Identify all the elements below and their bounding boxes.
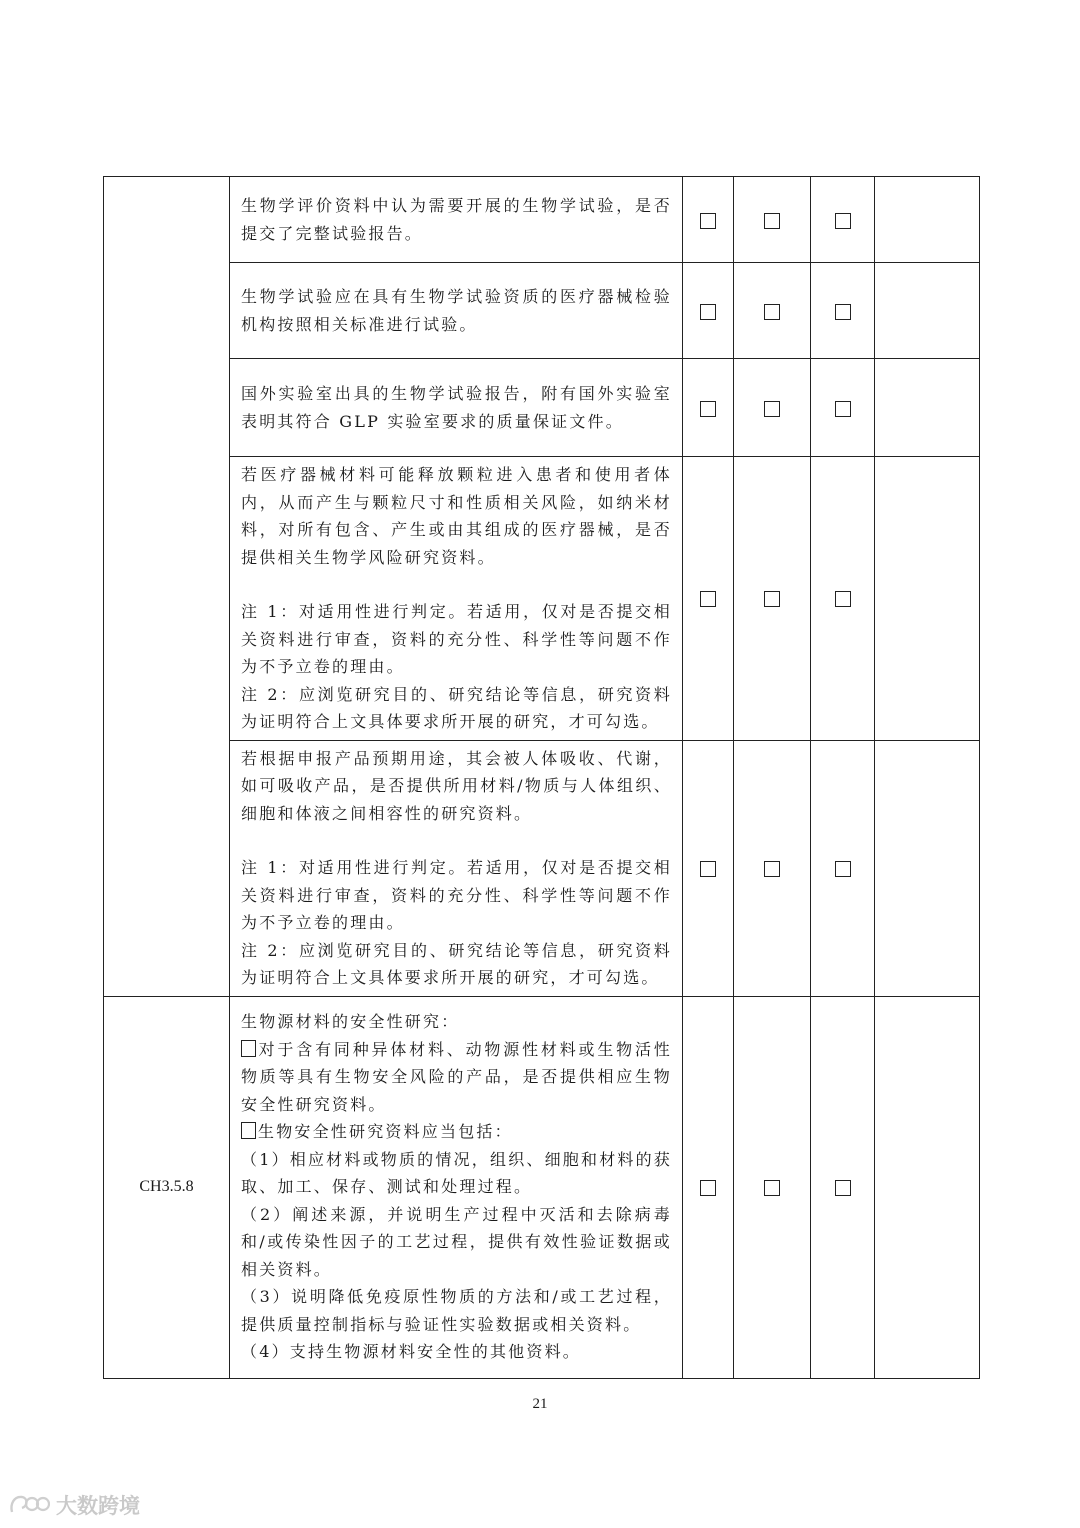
- requirement-cell: [230, 996, 683, 1378]
- watermark-text: 大数跨境: [56, 1494, 140, 1518]
- checkbox-col1[interactable]: [700, 1180, 716, 1196]
- note-1: 注 1：对适用性进行判定。若适用，仅对是否提交相关资料进行审查，资料的充分性、科学性等问题不作为不予立卷的理由。: [241, 858, 672, 932]
- checkbox-col2[interactable]: [764, 591, 780, 607]
- remarks-cell: [875, 359, 980, 457]
- section-heading: 生物源材料的安全性研究：: [241, 1012, 460, 1032]
- checkbox-col1[interactable]: [700, 401, 716, 417]
- checkbox-col2[interactable]: [764, 304, 780, 320]
- list-item: （2）阐述来源，并说明生产过程中灭活和去除病毒和/或传染性因子的工艺过程，提供有效性验证数据或相关资料。: [241, 1204, 672, 1279]
- list-item: （1）相应材料或物质的情况，组织、细胞和材料的获取、加工、保存、测试和处理过程。: [241, 1149, 672, 1197]
- requirement-cell: [230, 359, 683, 457]
- remarks-cell: [875, 177, 980, 263]
- checkbox-col1[interactable]: [700, 304, 716, 320]
- requirement-text: 国外实验室出具的生物学试验报告，附有国外实验室表明其符合 GLP 实验室要求的质量保证文件。: [241, 384, 672, 431]
- requirement-cell: [230, 177, 683, 263]
- checklist-table: [103, 176, 980, 1379]
- note-2: 注 2：应浏览研究目的、研究结论等信息，研究资料为证明符合上文具体要求所开展的研究，才可勾选。: [241, 940, 672, 987]
- requirement-text: 若医疗器械材料可能释放颗粒进入患者和使用者体内，从而产生与颗粒尺寸和性质相关风险，如纳米材料，对所有包含、产生或由其组成的医疗器械，是否提供相关生物学风险研究资料。: [241, 465, 672, 567]
- page-number: 21: [532, 1396, 548, 1412]
- requirement-cell: [230, 457, 683, 741]
- checkbox-col1[interactable]: [700, 213, 716, 229]
- requirement-text: 生物学试验应在具有生物学试验资质的医疗器械检验机构按照相关标准进行试验。: [241, 287, 672, 334]
- inline-checkbox[interactable]: [241, 1040, 256, 1057]
- note-1: 注 1：对适用性进行判定。若适用，仅对是否提交相关资料进行审查，资料的充分性、科学性等问题不作为不予立卷的理由。: [241, 602, 672, 676]
- list-item: （4）支持生物源材料安全性的其他资料。: [241, 1342, 581, 1362]
- checkbox-col3[interactable]: [835, 861, 851, 877]
- table-row: [104, 740, 980, 996]
- checkbox-col1[interactable]: [700, 591, 716, 607]
- remarks-cell: [875, 263, 980, 359]
- remarks-cell: [875, 996, 980, 1378]
- checkbox-col3[interactable]: [835, 591, 851, 607]
- inline-checkbox[interactable]: [241, 1122, 256, 1139]
- checkbox-col2[interactable]: [764, 213, 780, 229]
- remarks-cell: [875, 740, 980, 996]
- option-1: 对于含有同种异体材料、动物源性材料或生物活性物质等具有生物安全风险的产品，是否提供相应生物安全性研究资料。: [241, 1039, 672, 1114]
- watermark: [8, 1490, 140, 1520]
- table-row: [104, 457, 980, 741]
- requirement-cell: [230, 740, 683, 996]
- checkbox-col2[interactable]: [764, 1180, 780, 1196]
- checkbox-col1[interactable]: [700, 861, 716, 877]
- code-cell: [104, 177, 230, 997]
- table-row: [104, 359, 980, 457]
- table-row: [104, 996, 980, 1378]
- requirement-cell: [230, 263, 683, 359]
- checkbox-col3[interactable]: [835, 213, 851, 229]
- remarks-cell: [875, 457, 980, 741]
- checkbox-col2[interactable]: [764, 401, 780, 417]
- checkbox-col3[interactable]: [835, 401, 851, 417]
- checkbox-col3[interactable]: [835, 1180, 851, 1196]
- note-2: 注 2：应浏览研究目的、研究结论等信息，研究资料为证明符合上文具体要求所开展的研究，才可勾选。: [241, 684, 672, 731]
- checkbox-col3[interactable]: [835, 304, 851, 320]
- requirement-text: 生物学评价资料中认为需要开展的生物学试验，是否提交了完整试验报告。: [241, 196, 672, 243]
- option-2: 生物安全性研究资料应当包括：: [241, 1118, 672, 1146]
- requirement-text: 若根据申报产品预期用途，其会被人体吸收、代谢，如可吸收产品，是否提供所用材料/物质与人体组织、细胞和体液之间相容性的研究资料。: [241, 748, 672, 823]
- watermark-logo-icon: [8, 1492, 50, 1518]
- table-row: [104, 263, 980, 359]
- table-row: [104, 177, 980, 263]
- code-cell: CH3.5.8: [104, 996, 230, 1378]
- list-item: （3）说明降低免疫原性物质的方法和/或工艺过程，提供质量控制指标与验证性实验数据或相关资料。: [241, 1287, 672, 1334]
- checkbox-col2[interactable]: [764, 861, 780, 877]
